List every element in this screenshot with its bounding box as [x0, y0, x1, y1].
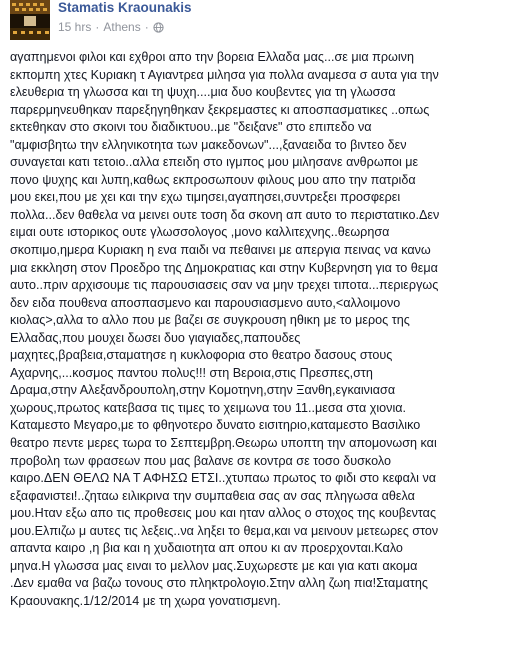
meta-separator-2: · [144, 20, 149, 34]
post-meta [58, 20, 164, 34]
post-body-text: αγαπημενοι φιλοι και εχθροι απο την βορεια Ελλαδα μας...σε μια πρωινη εκπομπη χτες Κυριακη τ Αγιαντρεα μιλησα για πολλα αναμεσα σ αυτα για την ελευθερια τη γλωσσα και τη ψυχη....μια δυο κουβεντες για τη γλωσσα παρερμηνευθηκαν παρεξηγηθηκαν ξεκρεμαστες κι αποσπασματικες ..οπως εκτεθηκαν στο σκοινι του διαδικτυου..με "δειξανε" στο επιπεδο να "αμφισβητω την ελληνικοτητα των μακεδονων"...,ξαναειδα το βιντεο δεν συναγεται κατι τετοιο..αλλα επειδη στο ιγμπος μου μιλησανε ανθρωποι με πονο ψυχης και λυπη,καθως εκπροσωπουν φιλους μου απο την πατριδα μου εκει,που με χει και την εχω τιμησει,αγαπησει,συντρεξει προσφερει πολλα...δεν θαθελα να μεινει ουτε τοση δα σκονη απ αυτο το περιστατικο.Δεν ειμαι ουτε ιστορικος ουτε γλωσσολογος ,μονο καλλιτεχνης..θεωρησα σκοπιμο,ημερα Κυριακη η ενα παιδι να πεθαινει με απεργια πεινας να κανω μια εκκληση στον Προεδρο της Δημοκρατιας και στην Κυβερνηση για το θεμα αυτο..πριν αρχισουμε τις παρουσιασεις σαν να μην τρεχει τιποτα...περιεργως δεν ειδα πουθενα αποσπασμενο και παρουσιασμενο αυτο,<αλλοιμονο κιολας>,αλλα το αλλο που με βαζει σε συγκρουση ηθικη με το μερος της Ελλαδας,που μουχει δωσει δυο γιαγιαδες,παπουδες μαχητες,βραβεια,σταματησε η κυκλοφορια στο θεατρο δασους στους Αχαρνης,...κοσμος παντου πολυς!!! στη Βεροια,στις Πρεσπες,στη Δραμα,στην Αλεξανδρουπολη,στην Κομοτηνη,στην Ξανθη,εγκαινιασα χωρους,πρωτος κατεβασα τις τιμες το χειμωνα του 11..μεσα στα χιονια. Καταμεστο Μεγαρο,με το φθηνοτερο δυνατο εισιτηριο,καταμεστο Βασιλικο θεατρο πεντε μερες τωρα το Σεπτεμβρη.Θεωρω υποπτη την απομονωση και προβολη των φρασεων που μας βαλανε σε κοντρα σε τοσο δυσκολο καιρο.ΔΕΝ ΘΕΛΩ ΝΑ Τ ΑΦΗΣΩ ΕΤΣΙ..χτυπαω πρωτος το φιδι στο κεφαλι να εξαφανιστει!..ζηταω ειλικρινα την συμπαθεια σας αν σας πληγωσα αθελα μου.Ηταν εξω απο τις προθεσεις μου και ηταν αλλος ο στοχος της κουβεντας μου.Ελπιζω μ αυτες τις λεξεις..να ληξει το θεμα,και να μεινουν μετεωρες στον απαντα καιρο ,η βια και η χυδαιοτητα απ οπου κι αν προερχονται.Καλο μηνα.Η γλωσσα μας ειναι το μελλον μας.Συχωρεστε με και για κατι ακομα .Δεν εμαθα να βαζω τονους στο πληκτρολογιο.Στην αλλη ζωη πια!Σταματης Κραουνακης.1/12/2014 με τη χωρα γονατισμενη. [10, 50, 440, 608]
post-header [10, 0, 500, 42]
post-location[interactable]: Athens [103, 20, 141, 34]
author-name-link[interactable]: Stamatis Kraounakis [58, 0, 192, 15]
post-timestamp[interactable]: 15 hrs [58, 20, 92, 34]
meta-separator: · [95, 20, 100, 34]
globe-icon[interactable] [153, 20, 164, 34]
author-avatar[interactable] [10, 0, 50, 40]
avatar-photo [10, 0, 50, 40]
